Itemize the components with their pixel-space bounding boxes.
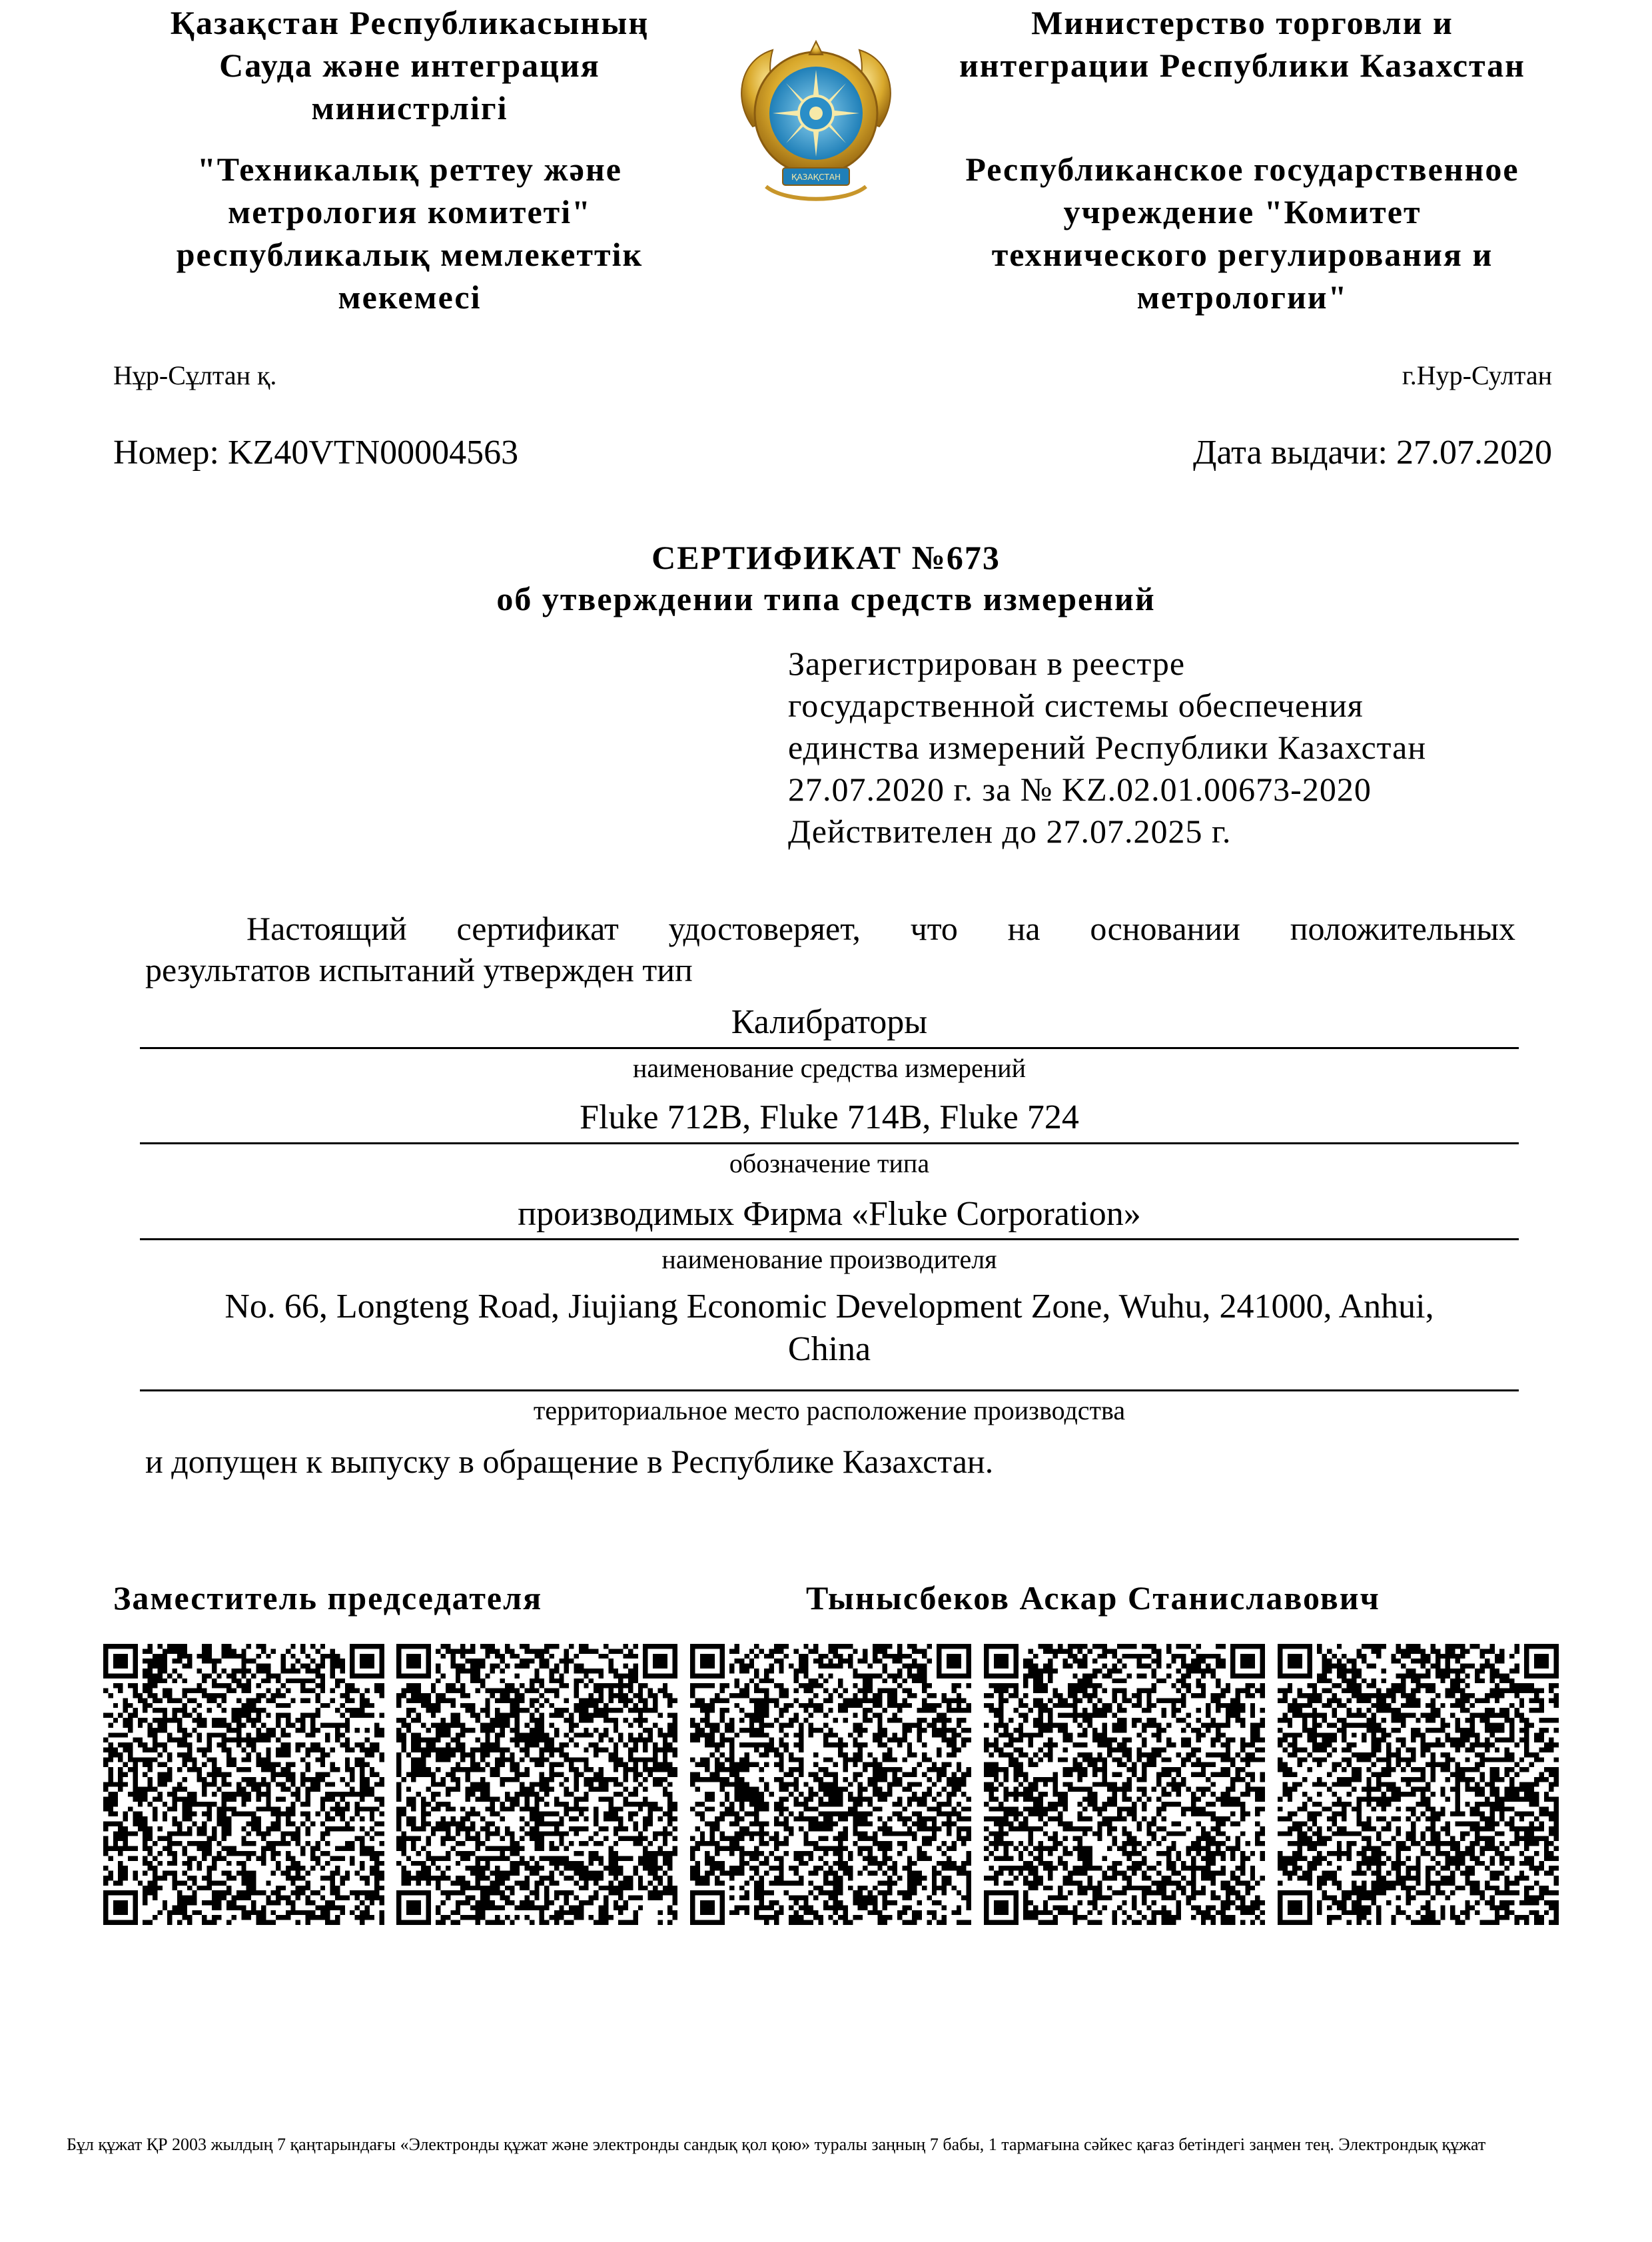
field-rule — [140, 1142, 1519, 1144]
header-line: технического регулирования и — [991, 236, 1493, 273]
certificate-subtitle: об утверждении типа средств измерений — [496, 580, 1156, 617]
type-designation-caption: обозначение типа — [729, 1148, 930, 1178]
header-line: Министерство торговли и — [1031, 4, 1453, 41]
header-left-ministry — [100, 1, 719, 129]
certificate-title: СЕРТИФИКАТ №673 — [651, 539, 1001, 576]
certificate-number: Номер: KZ40VTN00004563 — [113, 434, 519, 472]
type-designation: Fluke 712B, Fluke 714B, Fluke 724 — [580, 1098, 1079, 1136]
header-line: Қазақстан Республикасының — [170, 4, 649, 41]
header-right-ministry — [923, 1, 1562, 87]
header-line: "Техникалық реттеу және — [197, 151, 622, 188]
header-line: мекемесі — [338, 278, 482, 316]
intro-word: основании — [1090, 910, 1240, 947]
intro-word: сертификат — [456, 910, 619, 947]
city-left: Нұр-Сұлтан қ. — [113, 360, 277, 390]
address-line: No. 66, Longteng Road, Jiujiang Economic Development Zone, Wuhu, 241000, Anhui, — [224, 1288, 1434, 1325]
instrument-name-caption: наименование средства измерений — [632, 1053, 1027, 1083]
address-line: China — [787, 1330, 871, 1368]
intro-word: Настоящий — [246, 910, 407, 947]
kazakhstan-state-emblem-icon — [726, 27, 906, 206]
header-line: республикалық мемлекеттік — [176, 236, 643, 273]
registry-line: Действителен до 27.07.2025 г. — [788, 813, 1232, 850]
registry-line: Зарегистрирован в реестре — [788, 645, 1186, 682]
header-line: Республиканское государственное — [965, 151, 1519, 188]
field-rule — [140, 1238, 1519, 1240]
intro-line-1 — [246, 909, 1515, 948]
intro-word: положительных — [1290, 910, 1515, 947]
address-caption: территориальное место расположение производства — [533, 1395, 1126, 1425]
admission-text: и допущен к выпуску в обращение в Республике Казахстан. — [145, 1443, 994, 1480]
registry-block — [788, 643, 1426, 853]
legal-footer: Бұл құжат ҚР 2003 жылдың 7 қаңтарындағы «Электронды құжат және электронды сандық қол қою» туралы заңның 7 бабы, 1 тармағына сәйкес қағаз бетіндегі заңмен тең. Электрондық құжат — [67, 2135, 1486, 2154]
issue-date: Дата выдачи: 27.07.2020 — [1192, 434, 1552, 472]
instrument-name: Калибраторы — [731, 1003, 928, 1041]
header-right-organization — [923, 148, 1562, 318]
qr-code-icon — [984, 1644, 1265, 1925]
qr-code-icon — [1278, 1644, 1559, 1925]
production-address — [140, 1286, 1519, 1371]
signatory-position: Заместитель председателя — [113, 1579, 543, 1617]
header-line: Сауда және интеграция — [219, 47, 600, 84]
emblem-text: ҚАЗАҚСТАН — [791, 173, 841, 182]
qr-code-icon — [396, 1644, 677, 1925]
header-line: интеграции Республики Казахстан — [959, 47, 1525, 84]
qr-code-icon — [690, 1644, 971, 1925]
signatory-name: Тынысбеков Аскар Станиславович — [806, 1579, 1380, 1617]
header-left-organization — [100, 148, 719, 318]
registry-line: 27.07.2020 г. за № KZ.02.01.00673-2020 — [788, 771, 1372, 808]
intro-word: на — [1007, 910, 1040, 947]
header-line: метрологии" — [1136, 278, 1348, 316]
field-rule — [140, 1047, 1519, 1049]
registry-line: государственной системы обеспечения — [788, 687, 1364, 724]
qr-code-icon — [103, 1644, 384, 1925]
field-rule — [140, 1389, 1519, 1391]
registry-line: единства измерений Республики Казахстан — [788, 729, 1427, 766]
header-line: метрология комитеті" — [228, 193, 592, 230]
city-right: г.Нур-Султан — [1402, 360, 1552, 390]
intro-word: удостоверяет, — [668, 910, 861, 947]
intro-word: что — [910, 910, 958, 947]
manufacturer: производимых Фирма «Fluke Corporation» — [518, 1195, 1141, 1233]
intro-line-2: результатов испытаний утвержден тип — [145, 951, 693, 988]
header-line: министрлігі — [311, 89, 508, 127]
manufacturer-caption: наименование производителя — [661, 1244, 997, 1274]
header-line: учреждение "Комитет — [1063, 193, 1422, 230]
